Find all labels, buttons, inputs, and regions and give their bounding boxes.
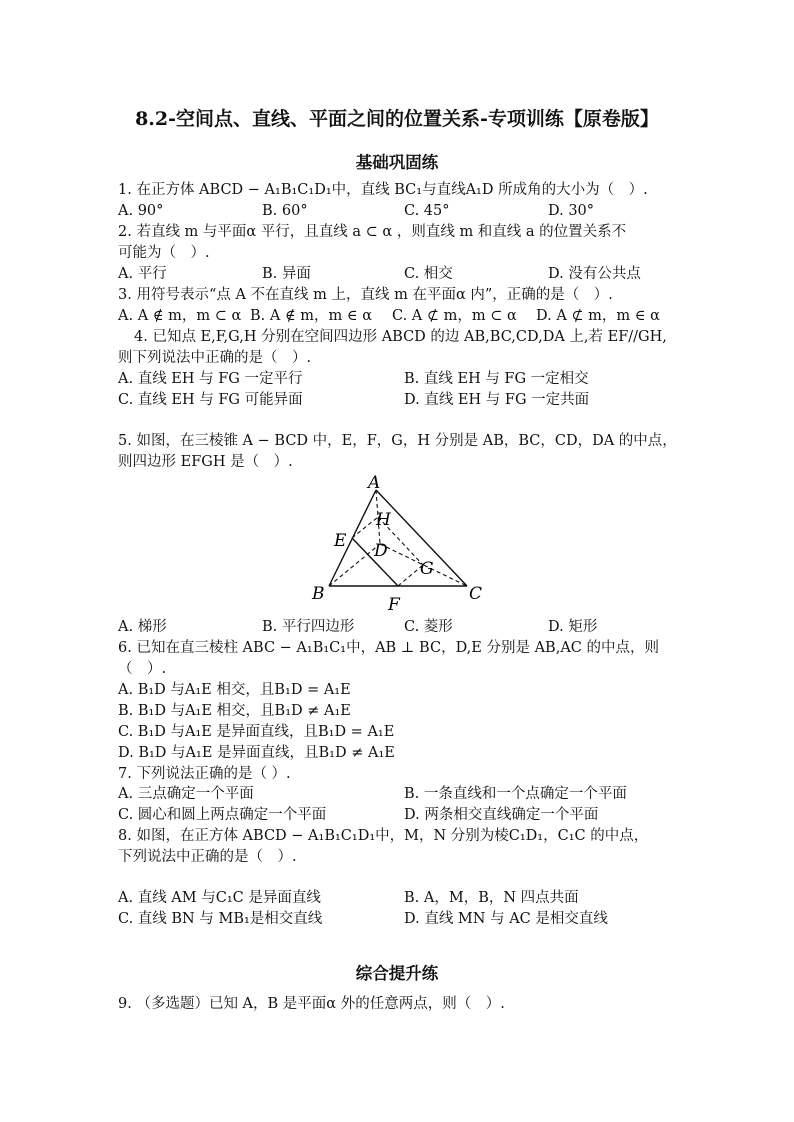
question-5-option-b: B. 平行四边形: [262, 619, 355, 635]
section-heading-basic: 基础巩固练: [355, 153, 439, 172]
question-2-option-a: A. 平行: [118, 266, 167, 282]
question-3-option-c: C. A ⊄ m，m ⊂ α: [392, 308, 517, 324]
question-7-option-c: C. 圆心和圆上两点确定一个平面: [118, 807, 327, 823]
question-5-option-d: D. 矩形: [548, 619, 598, 635]
question-8-option-c: C. 直线 BN 与 MB₁是相交直线: [118, 911, 323, 927]
question-1-option-b: B. 60°: [262, 203, 308, 219]
question-4-stem-line1: 4. 已知点 E,F,G,H 分别在空间四边形 ABCD 的边 AB,BC,CD,DA 上,若 EF//GH,: [134, 329, 667, 345]
tetrahedron-figure: [300, 472, 500, 616]
question-9-stem: 9. （多选题）已知 A，B 是平面α 外的任意两点，则（ ）.: [118, 996, 505, 1012]
question-1-option-a: A. 90°: [118, 203, 164, 219]
question-5-stem-line1: 5. 如图，在三棱锥 A − BCD 中，E，F，G，H 分别是 AB，BC，CD，DA 的中点，: [118, 433, 677, 449]
question-1-option-d: D. 30°: [548, 203, 595, 219]
vertex-label-c: C: [469, 584, 483, 604]
page-title: 8.2-空间点、直线、平面之间的位置关系-专项训练【原卷版】: [135, 108, 659, 130]
question-4-option-b: B. 直线 EH 与 FG 一定相交: [404, 371, 589, 387]
question-3-option-b: B. A ∉ m，m ∈ α: [250, 308, 373, 324]
question-1-stem: 1. 在正方体 ABCD − A₁B₁C₁D₁中，直线 BC₁与直线A₁D 所成角的大小为（ ）.: [118, 182, 648, 198]
point-label-h: H: [376, 510, 391, 530]
question-7-option-b: B. 一条直线和一个点确定一个平面: [404, 786, 627, 802]
question-7-stem: 7. 下列说法正确的是（ ）.: [118, 766, 291, 782]
vertex-label-b: B: [312, 584, 325, 604]
question-6-option-c: C. B₁D 与A₁E 是异面直线，且B₁D = A₁E: [118, 724, 395, 740]
question-6-option-d: D. B₁D 与A₁E 是异面直线，且B₁D ≠ A₁E: [118, 745, 395, 761]
question-2-stem-line2: 可能为（ ）.: [118, 245, 210, 261]
point-label-e: E: [334, 531, 347, 551]
question-6-stem-line1: 6. 已知在直三棱柱 ABC − A₁B₁C₁中，AB ⊥ BC，D,E 分别是 AB,AC 的中点，则: [118, 640, 660, 656]
question-4-option-a: A. 直线 EH 与 FG 一定平行: [118, 371, 303, 387]
point-label-g: G: [420, 559, 434, 579]
question-5-option-a: A. 梯形: [118, 619, 167, 635]
question-5-option-c: C. 菱形: [404, 619, 453, 635]
section-heading-advanced: 综合提升练: [355, 964, 439, 983]
question-8-stem-line1: 8. 如图，在正方体 ABCD − A₁B₁C₁D₁中，M，N 分别为棱C₁D₁，C₁C 的中点，: [118, 828, 649, 844]
question-4-option-c: C. 直线 EH 与 FG 可能异面: [118, 392, 303, 408]
question-8-option-a: A. 直线 AM 与C₁C 是异面直线: [118, 890, 321, 906]
question-3-option-a: A. A ∉ m，m ⊂ α: [118, 308, 242, 324]
question-2-stem-line1: 2. 若直线 m 与平面α 平行，且直线 a ⊂ α ，则直线 m 和直线 a 的位置关系不: [118, 224, 627, 240]
question-1-option-c: C. 45°: [404, 203, 450, 219]
question-2-option-c: C. 相交: [404, 266, 453, 282]
question-8-option-d: D. 直线 MN 与 AC 是相交直线: [404, 911, 608, 927]
segment-eh: [352, 517, 378, 538]
question-2-option-b: B. 异面: [262, 266, 311, 282]
question-8-stem-line2: 下列说法中正确的是（ ）.: [118, 849, 297, 865]
vertex-label-a: A: [368, 473, 381, 493]
question-8-option-b: B. A，M，B，N 四点共面: [404, 890, 579, 906]
question-6-option-b: B. B₁D 与A₁E 相交，且B₁D ≠ A₁E: [118, 703, 351, 719]
question-3-stem: 3. 用符号表示“点 A 不在直线 m 上，直线 m 在平面α 内”，正确的是（ ）.: [118, 287, 613, 303]
question-7-option-a: A. 三点确定一个平面: [118, 786, 254, 802]
question-4-option-d: D. 直线 EH 与 FG 一定共面: [404, 392, 590, 408]
question-7-option-d: D. 两条相交直线确定一个平面: [404, 807, 599, 823]
question-3-option-d: D. A ⊄ m，m ∈ α: [536, 308, 660, 324]
question-5-stem-line2: 则四边形 EFGH 是（ ）.: [118, 454, 293, 470]
point-label-f: F: [388, 595, 400, 615]
question-4-stem-line2: 则下列说法中正确的是（ ）.: [118, 350, 312, 366]
question-2-option-d: D. 没有公共点: [548, 266, 641, 282]
question-6-option-a: A. B₁D 与A₁E 相交，且B₁D = A₁E: [118, 682, 351, 698]
vertex-label-d: D: [374, 541, 388, 561]
question-6-stem-line2: （ ）.: [118, 661, 167, 677]
